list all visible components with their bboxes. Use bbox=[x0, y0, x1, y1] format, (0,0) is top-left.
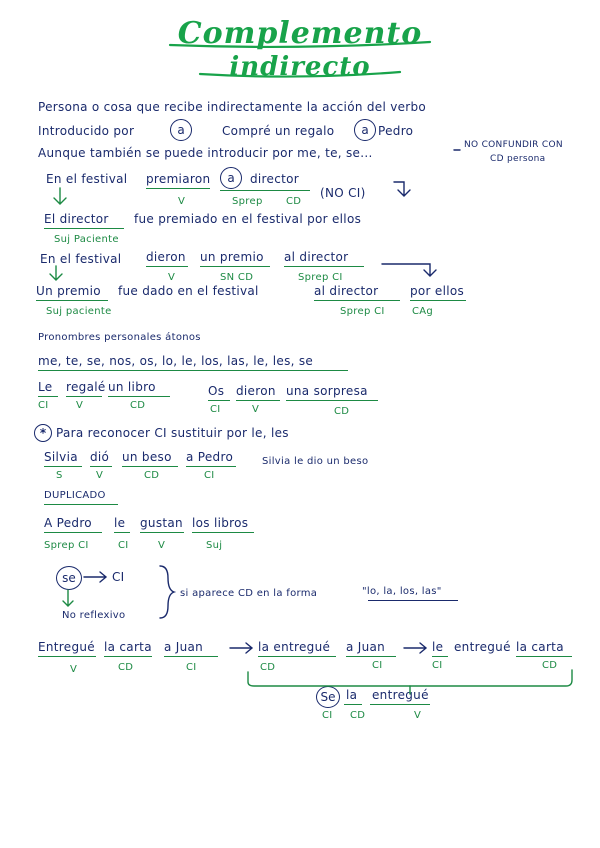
dup-gustan: gustan bbox=[140, 516, 183, 530]
fin-s3-cd: la carta bbox=[516, 640, 564, 654]
ex1-down-arrow-icon bbox=[54, 188, 66, 204]
ex2-tag-sprepci: Sprep CI bbox=[298, 272, 343, 283]
res-verb: entregué bbox=[372, 688, 429, 702]
dup-tag-suj: Suj bbox=[206, 540, 223, 551]
res-tag-ci: CI bbox=[322, 710, 333, 721]
dup-libros-underline bbox=[192, 532, 254, 533]
rec-silvia: Silvia bbox=[44, 450, 78, 464]
preposition-a-circle: a bbox=[170, 119, 192, 141]
ex3-tag-cd-b: CD bbox=[334, 406, 350, 417]
ex2-ci-underline bbox=[284, 266, 364, 267]
pronouns-heading: Pronombres personales átonos bbox=[38, 332, 201, 343]
rec-silvia-underline bbox=[44, 466, 82, 467]
ex1-tag-suj: Suj Paciente bbox=[54, 234, 119, 245]
fin-tag2-ci: CI bbox=[372, 660, 383, 671]
fin-tag-ci: CI bbox=[186, 662, 197, 673]
res-la-underline bbox=[344, 704, 362, 705]
fin-a-juan-underline bbox=[164, 656, 218, 657]
fin-tag2-cd: CD bbox=[260, 662, 276, 673]
ex2-ci: al director bbox=[284, 250, 349, 264]
fin-entregue-underline bbox=[38, 656, 96, 657]
rec-pedro-underline bbox=[186, 466, 236, 467]
ex1-verb: premiaron bbox=[146, 172, 211, 186]
fin-tag-v: V bbox=[70, 664, 78, 675]
ex1-obj: director bbox=[250, 172, 299, 186]
dup-le: le bbox=[114, 516, 126, 530]
rec-beso: un beso bbox=[122, 450, 172, 464]
ex2-line2-subject: Un premio bbox=[36, 284, 101, 298]
fin-s3-cd-underline bbox=[516, 656, 572, 657]
res-la: la bbox=[346, 688, 358, 702]
ex2-cd-underline bbox=[200, 266, 270, 267]
rec-beso-underline bbox=[122, 466, 178, 467]
ex3-dieron: dieron bbox=[236, 384, 276, 398]
ex2-line2-ci: al director bbox=[314, 284, 379, 298]
definition-line-3: Aunque también se puede introducir por me, te, se... bbox=[38, 146, 373, 160]
fin-tag3-ci: CI bbox=[432, 660, 443, 671]
res-verb-underline bbox=[370, 704, 430, 705]
ex1-tag-cd: CD bbox=[286, 196, 302, 207]
ex3-dieron-underline bbox=[236, 400, 280, 401]
fin-s2-ci-underline bbox=[346, 656, 396, 657]
rec-dio-underline bbox=[90, 466, 112, 467]
fin-s3-le: le bbox=[432, 640, 444, 654]
dup-a-pedro: A Pedro bbox=[44, 516, 92, 530]
dup-tag-v: V bbox=[158, 540, 166, 551]
ex2-tag-sncd: SN CD bbox=[220, 272, 254, 283]
se-right-arrow-icon bbox=[84, 572, 106, 582]
rec-tag-cd: CD bbox=[144, 470, 160, 481]
ex3-le-underline bbox=[38, 396, 58, 397]
rec-pedro: a Pedro bbox=[186, 450, 234, 464]
ex3-sorpresa-underline bbox=[286, 400, 378, 401]
ex2-verb: dieron bbox=[146, 250, 186, 264]
ex3-os: Os bbox=[208, 384, 225, 398]
fin-s2-cd-underline bbox=[258, 656, 336, 657]
rec-tag-ci: CI bbox=[204, 470, 215, 481]
fin-s3-le-underline bbox=[432, 656, 448, 657]
ex3-tag-v: V bbox=[76, 400, 84, 411]
fin-a-juan: a Juan bbox=[164, 640, 204, 654]
ex2-subject-underline bbox=[36, 300, 108, 301]
res-tag-cd: CD bbox=[350, 710, 366, 721]
definition-example-end: Pedro bbox=[378, 124, 414, 138]
ex3-os-underline bbox=[208, 400, 230, 401]
ex2-tag-suj: Suj paciente bbox=[46, 306, 112, 317]
ex1-bracket-arrow-icon bbox=[394, 182, 410, 196]
se-arrow-target: CI bbox=[112, 570, 125, 584]
ex3-regale: regalé bbox=[66, 380, 106, 394]
ex2-tag-ag: CAg bbox=[412, 306, 434, 317]
ex1-a-circle: a bbox=[220, 167, 242, 189]
definition-line-1: Persona o cosa que recibe indirectamente la acción del verbo bbox=[38, 100, 427, 114]
recognize-text: Para reconocer CI sustituir por le, les bbox=[56, 426, 289, 440]
rec-dio: dió bbox=[90, 450, 110, 464]
ex2-tag-ci: Sprep CI bbox=[340, 306, 385, 317]
fin-s3-verb: entregué bbox=[454, 640, 511, 654]
ex2-verb-underline bbox=[146, 266, 188, 267]
fin-s2-ci: a Juan bbox=[346, 640, 386, 654]
fin-carta: la carta bbox=[104, 640, 152, 654]
duplicado-heading: DUPLICADO bbox=[44, 490, 106, 501]
duplicado-underline bbox=[44, 504, 118, 505]
dup-tag-sprep: Sprep CI bbox=[44, 540, 89, 551]
ex3-libro-underline bbox=[108, 396, 170, 397]
ex1-tag-v: V bbox=[178, 196, 186, 207]
ex3-libro: un libro bbox=[108, 380, 156, 394]
res-se-circle: Se bbox=[316, 686, 340, 708]
fin-s2-cd: la entregué bbox=[258, 640, 331, 654]
ex2-line2-ci-underline bbox=[314, 300, 400, 301]
ex3-regale-underline bbox=[66, 396, 102, 397]
pronouns-underline bbox=[38, 370, 348, 371]
ex1-line2-subject: El director bbox=[44, 212, 109, 226]
example-a-circle: a bbox=[354, 119, 376, 141]
dup-gustan-underline bbox=[140, 532, 184, 533]
dup-libros: los libros bbox=[192, 516, 249, 530]
rec-tag-s: S bbox=[56, 470, 63, 481]
definition-line-2-lead: Introducido por bbox=[38, 124, 135, 138]
ex1-tag-sprep: Sprep bbox=[232, 196, 263, 207]
ex3-sorpresa: una sorpresa bbox=[286, 384, 368, 398]
fin-arrow-2-icon bbox=[404, 643, 426, 653]
se-circle: se bbox=[56, 566, 82, 590]
no-reflexivo: No reflexivo bbox=[62, 610, 126, 621]
note-line-2: CD persona bbox=[490, 154, 546, 164]
ex2-bracket-arrow-icon bbox=[382, 264, 436, 276]
ex3-tag-v-b: V bbox=[252, 404, 260, 415]
se-down-arrow-icon bbox=[63, 590, 73, 606]
dup-le-underline bbox=[114, 532, 130, 533]
fin-carta-underline bbox=[104, 656, 152, 657]
se-brace-icon bbox=[160, 566, 174, 618]
definition-example: Compré un regalo bbox=[222, 124, 335, 138]
ex1-line2-rest: fue premiado en el festival por ellos bbox=[134, 212, 362, 226]
ex2-line2-rest: fue dado en el festival bbox=[118, 284, 259, 298]
note-line-1: NO CONFUNDIR CON bbox=[464, 140, 563, 150]
fin-group-bracket bbox=[248, 670, 572, 686]
pronouns-list: me, te, se, nos, os, lo, le, los, las, le, les, se bbox=[38, 354, 314, 368]
ex3-tag-ci: CI bbox=[38, 400, 49, 411]
fin-arrow-1-icon bbox=[230, 643, 252, 653]
title-line-2: indirecto bbox=[229, 52, 371, 82]
rec-tag-v: V bbox=[96, 470, 104, 481]
se-forms-underline bbox=[368, 600, 458, 601]
ex1-verb-underline bbox=[146, 188, 210, 189]
fin-tag3-cd: CD bbox=[542, 660, 558, 671]
title-line-1: Complemento bbox=[177, 16, 423, 51]
ex2-down-arrow-icon bbox=[50, 266, 62, 280]
ex2-prefix: En el festival bbox=[40, 252, 122, 266]
ex1-sprep-underline bbox=[220, 190, 310, 191]
ex3-tag-cd: CD bbox=[130, 400, 146, 411]
dup-tag-ci: CI bbox=[118, 540, 129, 551]
fin-tag-cd: CD bbox=[118, 662, 134, 673]
ex3-le: Le bbox=[38, 380, 53, 394]
se-rule-text: si aparece CD en la forma bbox=[180, 588, 318, 599]
star-circle: * bbox=[34, 424, 52, 442]
ex1-subject-underline bbox=[44, 228, 124, 229]
rec-result: Silvia le dio un beso bbox=[262, 456, 369, 467]
ex3-tag-ci-b: CI bbox=[210, 404, 221, 415]
dup-a-pedro-underline bbox=[44, 532, 102, 533]
ex1-note: (NO CI) bbox=[320, 186, 366, 200]
ex2-line2-ag-underline bbox=[410, 300, 466, 301]
fin-entregue: Entregué bbox=[38, 640, 95, 654]
se-rule-forms: "lo, la, los, las" bbox=[362, 586, 442, 597]
ex2-cd: un premio bbox=[200, 250, 264, 264]
ex1-prefix: En el festival bbox=[46, 172, 128, 186]
res-tag-v: V bbox=[414, 710, 422, 721]
ex2-tag-v: V bbox=[168, 272, 176, 283]
ex2-line2-ag: por ellos bbox=[410, 284, 465, 298]
